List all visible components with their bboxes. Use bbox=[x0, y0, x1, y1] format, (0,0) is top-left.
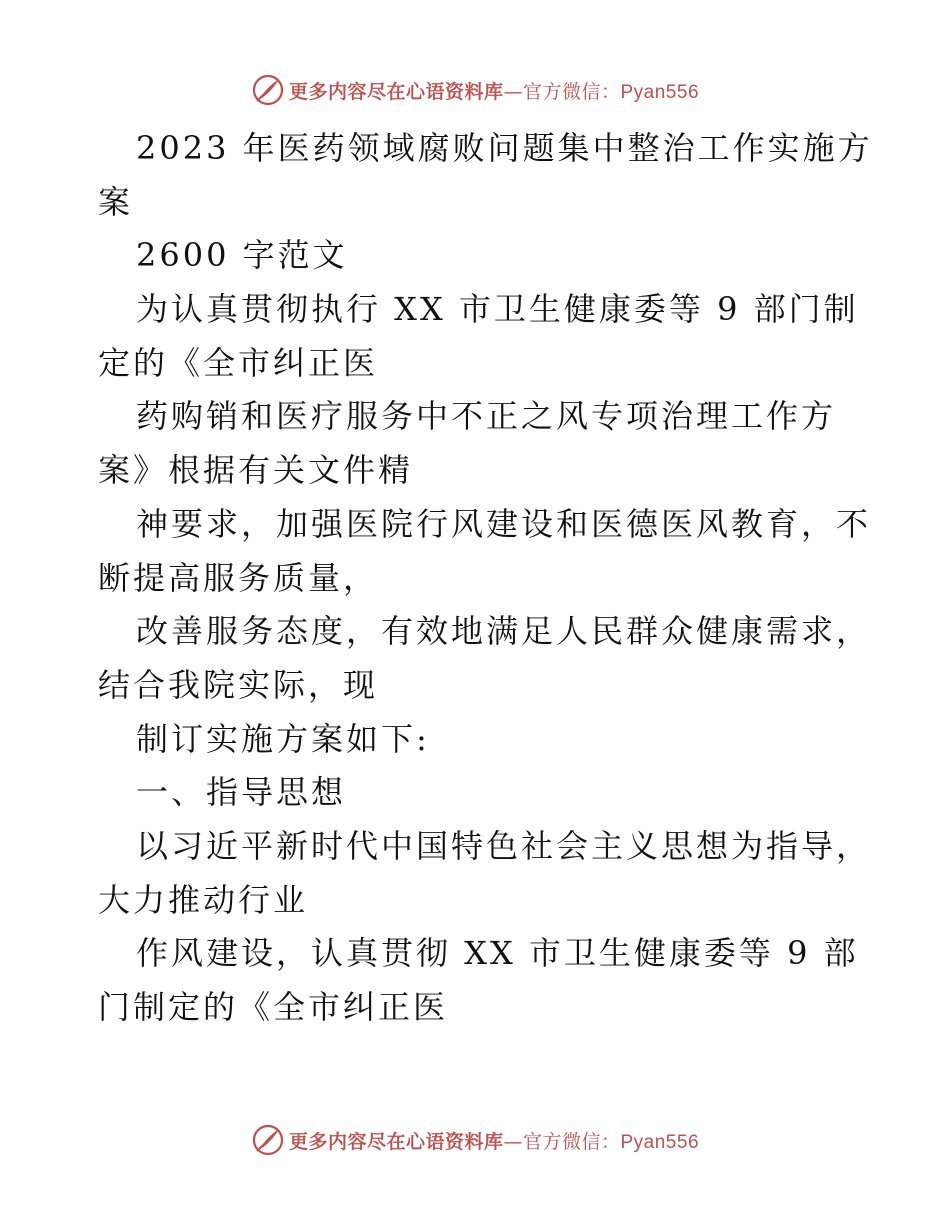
banner-wechat-label: 官方微信： bbox=[522, 1130, 621, 1153]
document-line: 神要求，加强医院行风建设和医德医风教育，不 bbox=[136, 504, 872, 543]
document-line: 制订实施方案如下: bbox=[136, 719, 430, 758]
banner-text bbox=[289, 1127, 699, 1154]
banner-wechat-id: Pyan556 bbox=[620, 81, 700, 103]
document-line: 案 bbox=[98, 182, 134, 221]
document-line: 结合我院实际，现 bbox=[98, 665, 379, 704]
feather-pen-logo-icon bbox=[251, 73, 285, 107]
document-line: 作风建设，认真贯彻 XX 市卫生健康委等 9 部 bbox=[136, 934, 859, 973]
document-line: 改善服务态度，有效地满足人民群众健康需求， bbox=[136, 612, 872, 651]
document-line: 大力推动行业 bbox=[98, 880, 309, 919]
banner-brand: 更多内容尽在心语资料库 bbox=[288, 1130, 504, 1153]
document-line: 门制定的《全市纠正医 bbox=[98, 988, 449, 1026]
banner-text bbox=[289, 77, 699, 104]
footer-banner bbox=[0, 1122, 950, 1158]
document-line: 定的《全市纠正医 bbox=[98, 343, 379, 382]
feather-pen-logo-icon bbox=[251, 1123, 285, 1157]
document-line: 一、指导思想 bbox=[136, 773, 347, 812]
banner-dash: — bbox=[503, 1130, 523, 1153]
document-line: 案》根据有关文件精 bbox=[98, 451, 414, 490]
document-line: 为认真贯彻执行 XX 市卫生健康委等 9 部门制 bbox=[136, 290, 859, 329]
banner-wechat-id: Pyan556 bbox=[620, 1131, 700, 1153]
document-line: 断提高服务质量， bbox=[98, 558, 379, 597]
banner-brand: 更多内容尽在心语资料库 bbox=[288, 80, 504, 103]
header-banner bbox=[0, 72, 950, 108]
banner-wechat-label: 官方微信： bbox=[522, 80, 621, 103]
banner-dash: — bbox=[503, 80, 523, 103]
document-body bbox=[98, 122, 873, 1035]
document-line: 2600 字范文 bbox=[136, 236, 348, 275]
document-line: 以习近平新时代中国特色社会主义思想为指导， bbox=[136, 826, 872, 865]
document-line: 药购销和医疗服务中不正之风专项治理工作方 bbox=[136, 397, 837, 436]
document-line: 2023 年医药领域腐败问题集中整治工作实施方 bbox=[136, 129, 873, 167]
